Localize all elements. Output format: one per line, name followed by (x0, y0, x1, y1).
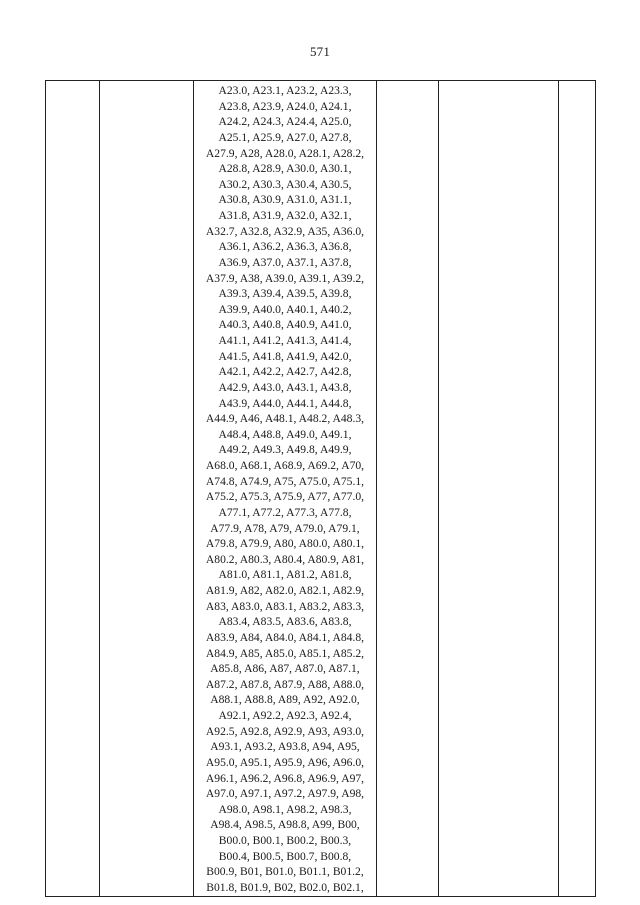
code-line: A36.1, A36.2, A36.3, A36.8, (218, 240, 352, 254)
code-line: A39.9, A40.0, A40.1, A40.2, (218, 302, 352, 316)
code-line: A31.8, A31.9, A32.0, A32.1, (218, 209, 352, 222)
code-line: A48.4, A48.8, A49.0, A49.1, (218, 427, 352, 441)
diagnosis-codes-cell (194, 81, 377, 897)
code-line: A40.3, A40.8, A40.9, A41.0, (218, 318, 352, 332)
code-line: A49.2, A49.3, A49.8, A49.9, (218, 443, 352, 457)
table-cell-empty-4 (439, 81, 559, 897)
table-cell-empty-5 (559, 81, 596, 897)
code-line: A97.0, A97.1, A97.2, A97.9, A98, (205, 787, 365, 801)
code-line: A68.0, A68.1, A68.9, A69.2, A70, (205, 459, 365, 472)
table-cell-empty-3 (377, 81, 439, 897)
code-line: A24.2, A24.3, A24.4, A25.0, (218, 115, 352, 129)
code-line: B00.0, B00.1, B00.2, B00.3, (218, 834, 352, 847)
code-line: B01.8, B01.9, B02, B02.0, B02.1, (206, 880, 364, 894)
code-line: B00.9, B01, B01.0, B01.1, B01.2, (206, 865, 364, 879)
code-line: A32.7, A32.8, A32.9, A35, A36.0, (205, 224, 365, 238)
code-line: A83.9, A84, A84.0, A84.1, A84.8, (205, 630, 365, 644)
code-line: A92.5, A92.8, A92.9, A93, A93.0, (205, 724, 365, 738)
code-line: A83.4, A83.5, A83.6, A83.8, (218, 615, 352, 629)
code-line: A81.0, A81.1, A81.2, A81.8, (218, 568, 352, 582)
code-line: A92.1, A92.2, A92.3, A92.4, (218, 709, 352, 722)
code-line: A23.8, A23.9, A24.0, A24.1, (218, 99, 352, 113)
code-line: A44.9, A46, A48.1, A48.2, A48.3, (205, 412, 365, 426)
table-cell-empty-1 (46, 81, 100, 897)
code-line: A77.1, A77.2, A77.3, A77.8, (218, 505, 352, 519)
code-table (45, 80, 596, 897)
code-line: A95.0, A95.1, A95.9, A96, A96.0, (205, 755, 365, 769)
code-line: A84.9, A85, A85.0, A85.1, A85.2, (205, 646, 365, 660)
table-cell-empty-2 (100, 81, 194, 897)
code-line: A79.8, A79.9, A80, A80.0, A80.1, (205, 537, 365, 551)
table-row (46, 81, 596, 897)
code-line: A41.1, A41.2, A41.3, A41.4, (218, 334, 352, 347)
code-line: A96.1, A96.2, A96.8, A96.9, A97, (205, 771, 365, 785)
code-line: A23.0, A23.1, A23.2, A23.3, (218, 84, 352, 97)
code-line: A39.3, A39.4, A39.5, A39.8, (218, 287, 352, 301)
code-line: A30.2, A30.3, A30.4, A30.5, (218, 177, 352, 191)
code-line: A41.5, A41.8, A41.9, A42.0, (218, 349, 352, 363)
code-line: A93.1, A93.2, A93.8, A94, A95, (210, 740, 360, 754)
code-line: A83, A83.0, A83.1, A83.2, A83.3, (205, 599, 365, 613)
page-number: 571 (309, 44, 331, 59)
code-line: A98.0, A98.1, A98.2, A98.3, (218, 802, 352, 816)
code-line: A74.8, A74.9, A75, A75.0, A75.1, (205, 474, 365, 488)
code-line: A87.2, A87.8, A87.9, A88, A88.0, (205, 677, 365, 691)
code-line: A75.2, A75.3, A75.9, A77, A77.0, (205, 490, 365, 504)
code-line: A25.1, A25.9, A27.0, A27.8, (218, 130, 352, 144)
code-line: A27.9, A28, A28.0, A28.1, A28.2, (205, 146, 365, 160)
code-line: A85.8, A86, A87, A87.0, A87.1, (210, 662, 360, 676)
code-line: A28.8, A28.9, A30.0, A30.1, (218, 162, 352, 176)
code-line: A80.2, A80.3, A80.4, A80.9, A81, (205, 552, 365, 566)
code-line: A81.9, A82, A82.0, A82.1, A82.9, (205, 584, 365, 597)
code-line: A43.9, A44.0, A44.1, A44.8, (218, 396, 352, 410)
code-line: A30.8, A30.9, A31.0, A31.1, (218, 193, 352, 207)
code-line: A77.9, A78, A79, A79.0, A79.1, (210, 521, 360, 535)
code-line: A88.1, A88.8, A89, A92, A92.0, (210, 693, 360, 707)
code-line: B00.4, B00.5, B00.7, B00.8, (218, 849, 352, 863)
code-line: A36.9, A37.0, A37.1, A37.8, (218, 255, 352, 269)
code-line: A42.1, A42.2, A42.7, A42.8, (218, 365, 352, 379)
code-line: A98.4, A98.5, A98.8, A99, B00, (210, 818, 360, 832)
code-line: A42.9, A43.0, A43.1, A43.8, (218, 380, 352, 394)
code-line: A37.9, A38, A39.0, A39.1, A39.2, (205, 271, 365, 285)
